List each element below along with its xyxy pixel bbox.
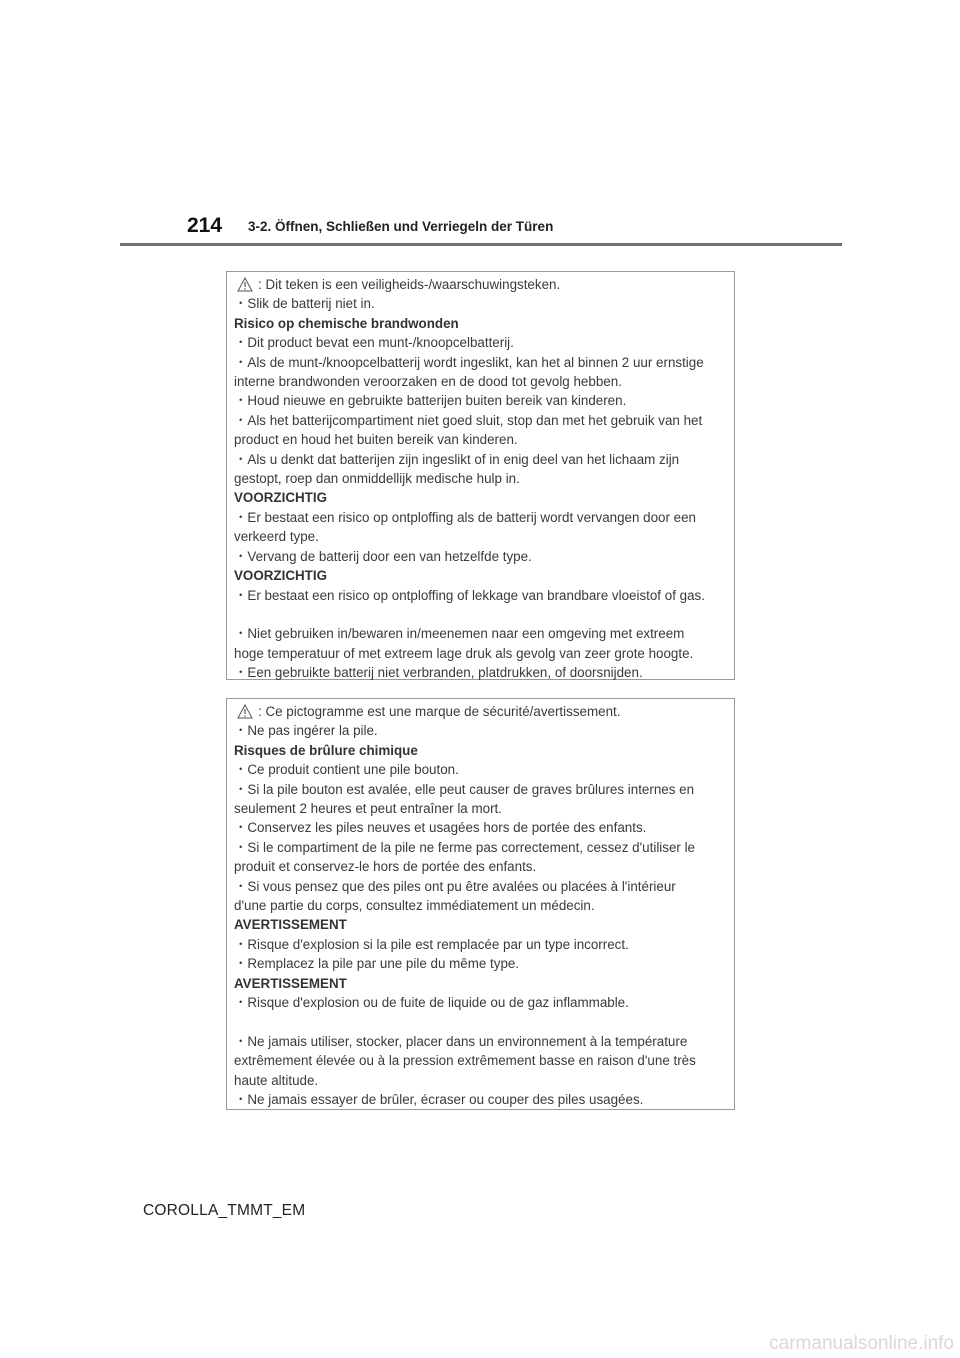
warning-text-line: ・Si la pile bouton est avalée, elle peut causer de graves brûlures internes en <box>234 781 695 797</box>
blank-line <box>234 1013 728 1032</box>
warning-text-line: ・Vervang de batterij door een van hetzelfde type. <box>234 548 532 564</box>
warning-lead-line <box>234 275 728 294</box>
warning-heading: AVERTISSEMENT <box>234 917 347 933</box>
warning-text-line: ・Conservez les piles neuves et usagées hors de portée des enfants. <box>234 820 647 836</box>
warning-text-line: ・Remplacez la pile par une pile du même type. <box>234 956 520 972</box>
warning-lead-line <box>234 702 728 721</box>
page-number: 214 <box>187 214 223 237</box>
header-rule <box>120 243 842 246</box>
warning-box-dutch <box>226 271 735 680</box>
warning-text-line: ・Er bestaat een risico op ontploffing of lekkage van brandbare vloeistof of gas. <box>234 587 705 603</box>
section-title: 3-2. Öffnen, Schließen und Verriegeln der Türen <box>248 219 554 234</box>
warning-text-line: seulement 2 heures et peut entraîner la mort. <box>234 801 502 817</box>
warning-text-line: interne brandwonden veroorzaken en de dood tot gevolg hebben. <box>234 374 622 390</box>
warning-text-line: ・Als het batterijcompartiment niet goed sluit, stop dan met het gebruik van het <box>234 412 703 428</box>
document-code: COROLLA_TMMT_EM <box>143 1202 306 1219</box>
warning-lines <box>234 721 728 1109</box>
warning-text-line: ・Si vous pensez que des piles ont pu être avalées ou placées à l'intérieur <box>234 878 676 894</box>
warning-heading: Risques de brûlure chimique <box>234 742 418 758</box>
warning-text-line: ・Si le compartiment de la pile ne ferme pas correctement, cessez d'utiliser le <box>234 839 696 855</box>
warning-text-line: ・Risque d'explosion si la pile est remplacée par un type incorrect. <box>234 936 629 952</box>
warning-box-french <box>226 698 735 1110</box>
warning-text-line: ・Ne pas ingérer la pile. <box>234 723 378 739</box>
warning-text-line: gestopt, roep dan onmiddellijk medische hulp in. <box>234 471 520 487</box>
warning-text-line: extrêmement élevée ou à la pression extrêmement basse en raison d'une très <box>234 1053 696 1069</box>
warning-text-line: ・Ne jamais essayer de brûler, écraser ou couper des piles usagées. <box>234 1092 644 1108</box>
warning-triangle-icon <box>237 277 253 292</box>
warning-text-line: ・Risque d'explosion ou de fuite de liquide ou de gaz inflammable. <box>234 995 629 1011</box>
warning-lines <box>234 294 728 682</box>
warning-lead-text: : Ce pictogramme est une marque de sécurité/avertissement. <box>258 704 621 719</box>
warning-lead-text: : Dit teken is een veiligheids-/waarschuwingsteken. <box>258 277 561 292</box>
blank-line <box>234 605 728 624</box>
warning-heading: VOORZICHTIG <box>234 568 327 584</box>
warning-text-line: ・Ne jamais utiliser, stocker, placer dans un environnement à la température <box>234 1033 688 1049</box>
warning-heading: AVERTISSEMENT <box>234 975 347 991</box>
warning-text-line: ・Niet gebruiken in/bewaren in/meenemen naar een omgeving met extreem <box>234 626 685 642</box>
warning-text-line: ・Ce produit contient une pile bouton. <box>234 762 459 778</box>
warning-text-line: product en houd het buiten bereik van kinderen. <box>234 432 518 448</box>
warning-text-line: ・Slik de batterij niet in. <box>234 296 375 312</box>
warning-text-line: produit et conservez-le hors de portée des enfants. <box>234 859 537 875</box>
warning-text-line: hoge temperatuur of met extreem lage druk als gevolg van zeer grote hoogte. <box>234 645 694 661</box>
warning-text-line: ・Er bestaat een risico op ontploffing als de batterij wordt vervangen door een <box>234 509 697 525</box>
warning-text-line: ・Houd nieuwe en gebruikte batterijen buiten bereik van kinderen. <box>234 393 627 409</box>
warning-heading: Risico op chemische brandwonden <box>234 315 459 331</box>
warning-text-line: ・Als de munt-/knoopcelbatterij wordt ingeslikt, kan het al binnen 2 uur ernstige <box>234 354 704 370</box>
warning-text-line: d'une partie du corps, consultez immédiatement un médecin. <box>234 898 595 914</box>
warning-heading: VOORZICHTIG <box>234 490 327 506</box>
warning-text-line: haute altitude. <box>234 1072 319 1088</box>
warning-triangle-icon <box>237 704 253 719</box>
warning-text-line: ・Dit product bevat een munt-/knoopcelbatterij. <box>234 335 514 351</box>
warning-text-line: ・Een gebruikte batterij niet verbranden, platdrukken, of doorsnijden. <box>234 665 643 681</box>
warning-text-line: ・Als u denkt dat batterijen zijn ingeslikt of in enig deel van het lichaam zijn <box>234 451 680 467</box>
warning-text-line: verkeerd type. <box>234 529 319 545</box>
watermark: carmanualsonline.info <box>769 1333 954 1354</box>
